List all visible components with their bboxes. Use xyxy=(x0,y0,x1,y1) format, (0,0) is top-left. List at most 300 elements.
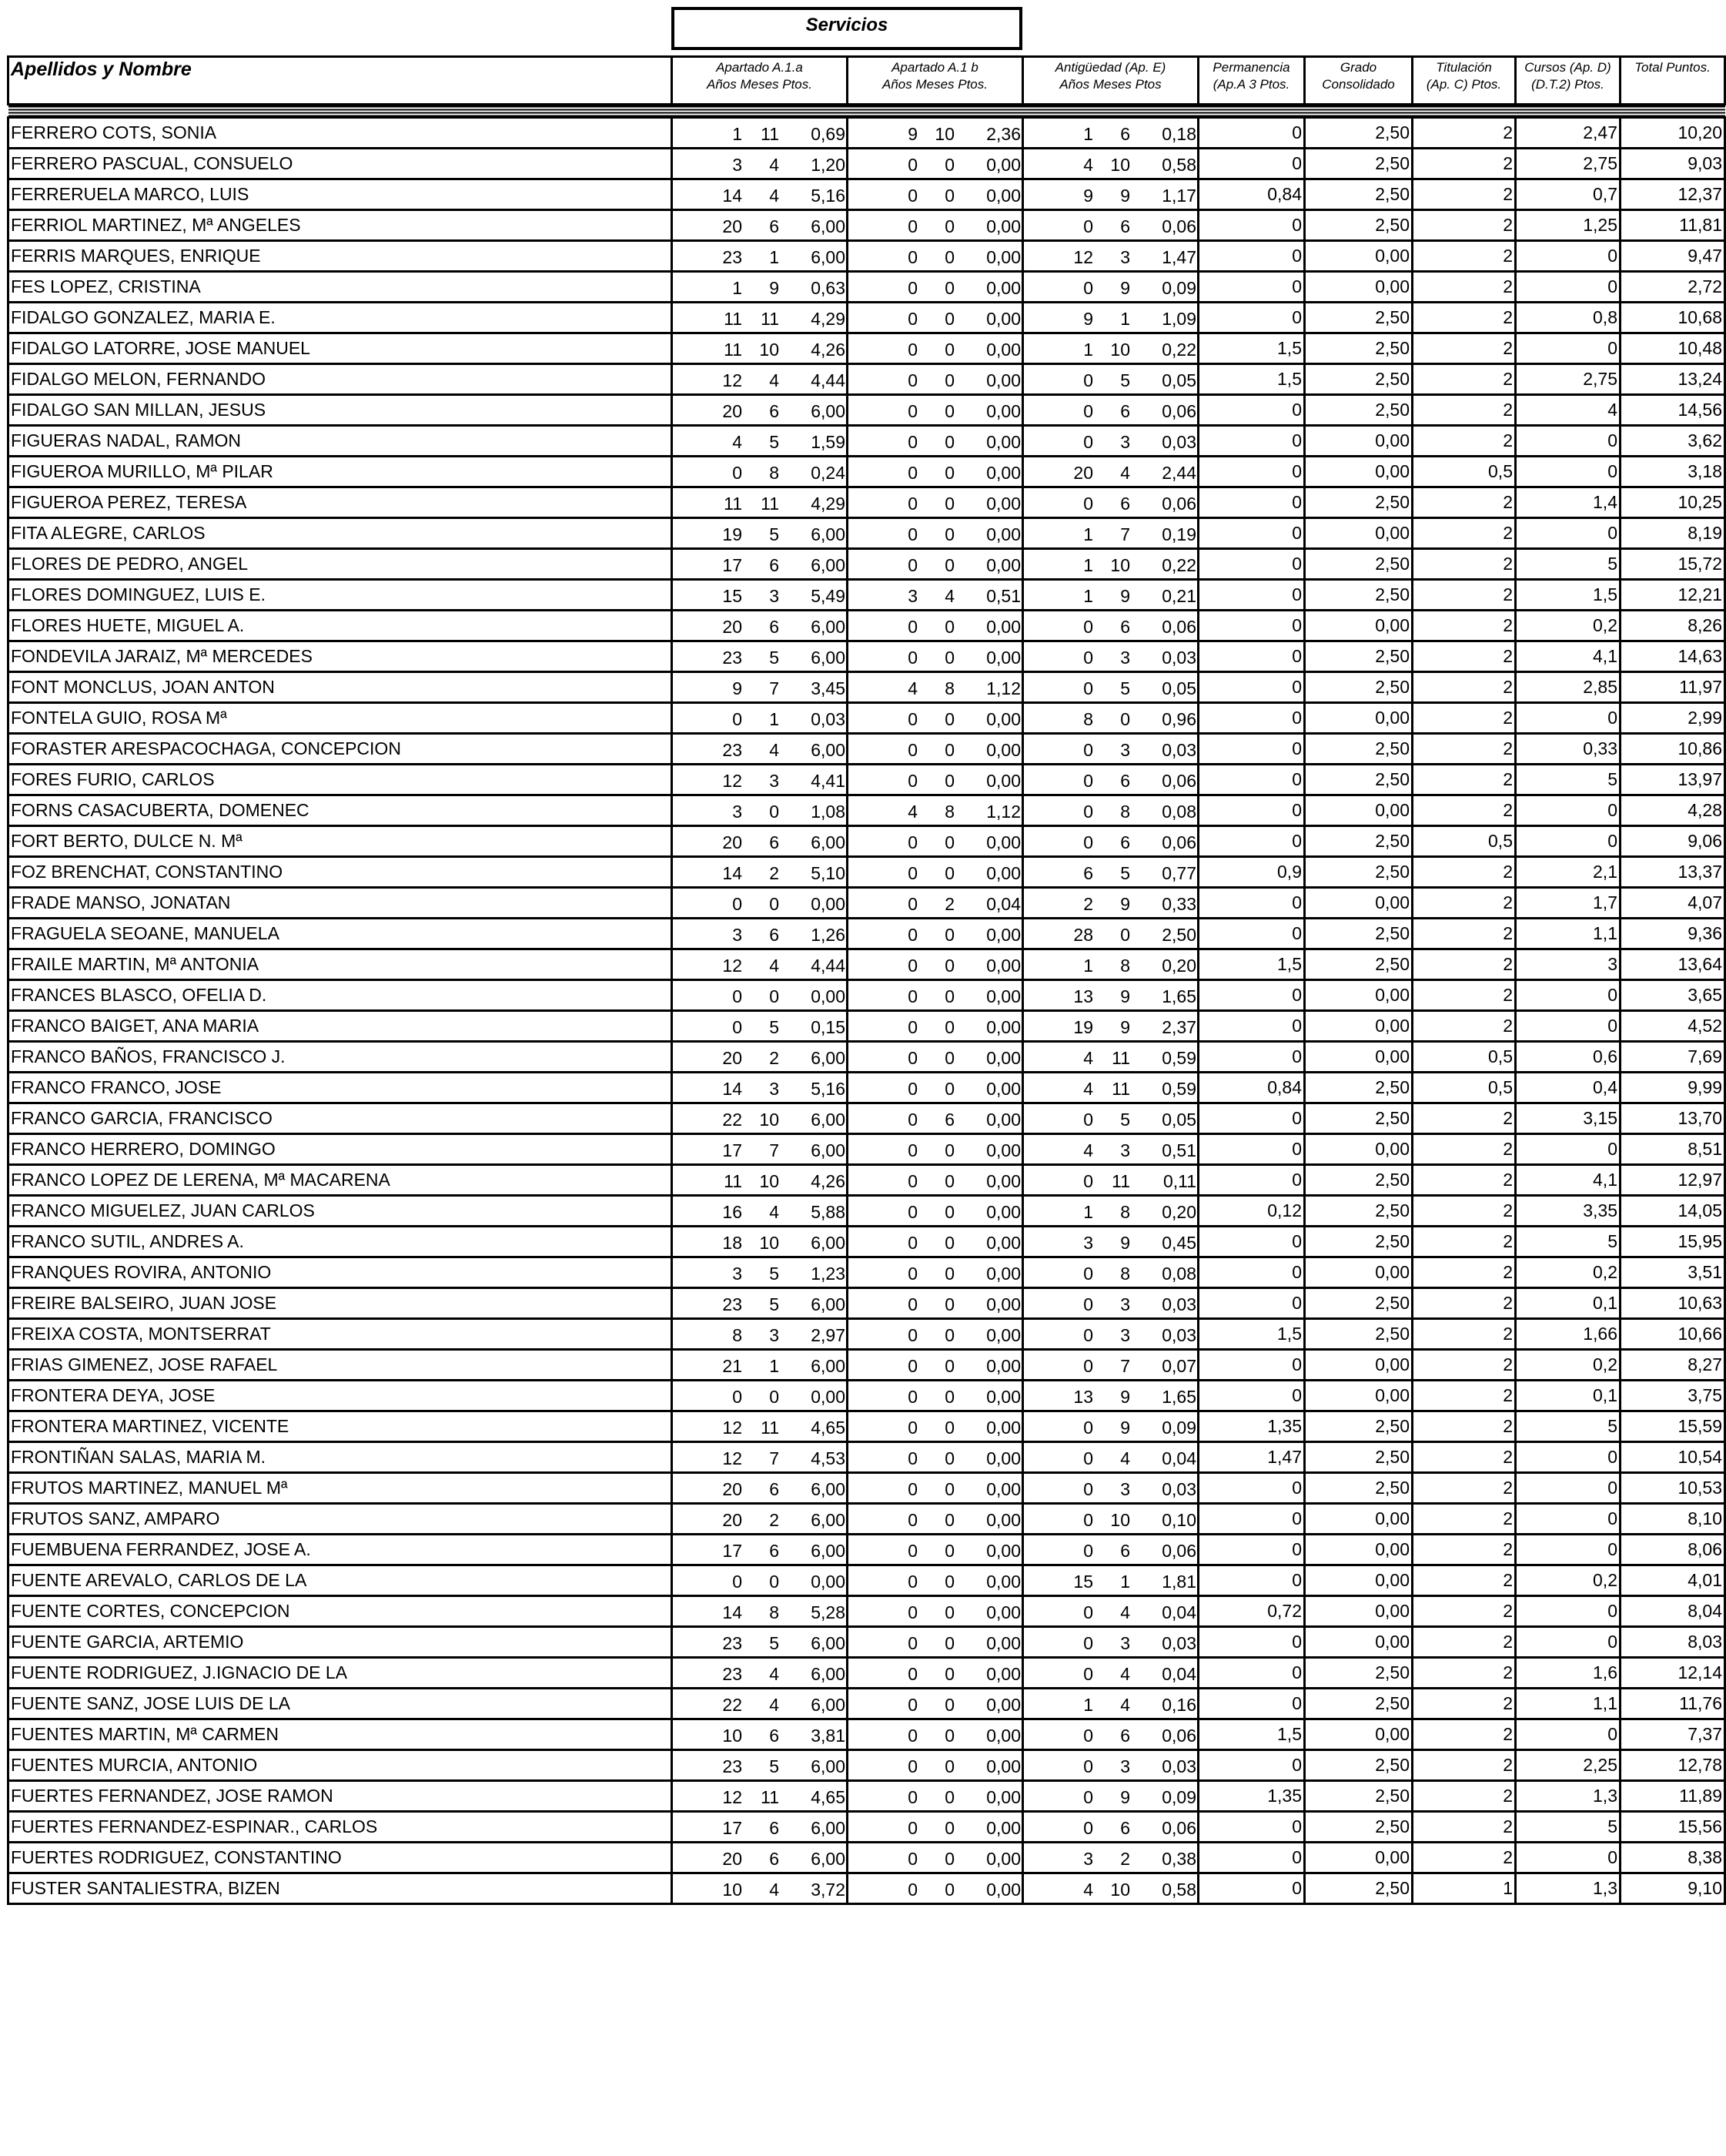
cell-total: 15,72 xyxy=(1621,549,1725,580)
cell-antiguedad-points: 0,08 xyxy=(1162,1264,1196,1284)
cell-a1a-points: 0,24 xyxy=(811,463,845,483)
cell-a1b-points: 0,00 xyxy=(986,216,1021,236)
cell-permanencia: 0,84 xyxy=(1199,179,1305,210)
cell-a1a-years: 23 xyxy=(722,1633,742,1653)
cell-total: 10,48 xyxy=(1621,333,1725,364)
cell-antiguedad-months: 5 xyxy=(1120,678,1130,698)
cell-cursos: 2,75 xyxy=(1516,364,1621,395)
cell-a1a-points: 0,00 xyxy=(811,986,845,1006)
cell-grado: 0,00 xyxy=(1305,241,1413,272)
cell-cursos: 1,3 xyxy=(1516,1873,1621,1904)
table-row xyxy=(8,1565,1725,1596)
cell-permanencia: 0 xyxy=(1199,1658,1305,1689)
cell-antiguedad xyxy=(1023,980,1199,1011)
cell-a1a-points: 6,00 xyxy=(811,617,845,637)
cell-a1b-months: 0 xyxy=(945,278,955,298)
cell-permanencia: 0 xyxy=(1199,1042,1305,1073)
cell-a1a-points: 4,29 xyxy=(811,494,845,514)
cell-total: 8,19 xyxy=(1621,518,1725,549)
cell-antiguedad xyxy=(1023,272,1199,303)
cell-a1b-months: 0 xyxy=(945,1602,955,1622)
cell-antiguedad-points: 0,20 xyxy=(1162,956,1196,976)
cell-a1a-years: 21 xyxy=(722,1356,742,1376)
cell-a1a-points: 5,16 xyxy=(811,1079,845,1099)
cell-grado: 0,00 xyxy=(1305,1042,1413,1073)
cell-name: FRANQUES ROVIRA, ANTONIO xyxy=(8,1257,672,1288)
cell-antiguedad-points: 0,05 xyxy=(1162,678,1196,698)
cell-grado: 0,00 xyxy=(1305,518,1413,549)
cell-cursos: 0,33 xyxy=(1516,734,1621,765)
cell-grado: 0,00 xyxy=(1305,426,1413,457)
cell-antiguedad-months: 11 xyxy=(1112,1079,1130,1099)
cell-cursos: 0 xyxy=(1516,1627,1621,1658)
cell-a1b-years: 9 xyxy=(908,124,918,144)
cell-name: FUENTE RODRIGUEZ, J.IGNACIO DE LA xyxy=(8,1658,672,1689)
cell-a1b-years: 0 xyxy=(908,1202,918,1222)
cell-a1a-months: 6 xyxy=(769,1479,779,1499)
cell-a1a-points: 5,49 xyxy=(811,586,845,606)
cell-a1a-years: 14 xyxy=(722,1079,742,1099)
col-header-a1b xyxy=(848,57,1023,105)
cell-antiguedad-months: 3 xyxy=(1120,1140,1130,1160)
cell-a1a-points: 6,00 xyxy=(811,1756,845,1776)
cell-a1b-points: 0,00 xyxy=(986,1264,1021,1284)
cell-a1b-years: 0 xyxy=(908,1849,918,1869)
cell-a1b-points: 0,00 xyxy=(986,1602,1021,1622)
cell-antiguedad-points: 0,09 xyxy=(1162,1787,1196,1807)
cell-titulacion: 2 xyxy=(1413,518,1516,549)
cell-a1b-years: 0 xyxy=(908,709,918,729)
cell-a1a-points: 5,10 xyxy=(811,863,845,883)
cell-titulacion: 1 xyxy=(1413,1873,1516,1904)
cell-a1b-months: 0 xyxy=(945,1387,955,1407)
cell-permanencia: 0 xyxy=(1199,1812,1305,1843)
cell-cursos: 0 xyxy=(1516,272,1621,303)
cell-a1a-years: 12 xyxy=(722,771,742,791)
cell-a1b-points: 0,00 xyxy=(986,340,1021,360)
cell-a1a xyxy=(672,272,848,303)
cell-a1a-years: 0 xyxy=(732,986,742,1006)
cell-cursos: 2,75 xyxy=(1516,149,1621,179)
cell-name: FRUTOS SANZ, AMPARO xyxy=(8,1504,672,1535)
cell-antiguedad-points: 0,10 xyxy=(1162,1510,1196,1530)
cell-cursos: 0 xyxy=(1516,1011,1621,1042)
cell-a1b-years: 0 xyxy=(908,1048,918,1068)
cell-antiguedad-months: 5 xyxy=(1120,370,1130,390)
cell-a1a-years: 12 xyxy=(722,1448,742,1468)
cell-a1a-months: 7 xyxy=(769,1140,779,1160)
table-row xyxy=(8,1411,1725,1442)
cell-total: 3,18 xyxy=(1621,457,1725,487)
cell-antiguedad-months: 4 xyxy=(1120,1664,1130,1684)
cell-a1b xyxy=(848,795,1023,826)
cell-a1a-points: 0,15 xyxy=(811,1017,845,1037)
cell-grado: 0,00 xyxy=(1305,1134,1413,1165)
table-row xyxy=(8,919,1725,949)
cell-antiguedad xyxy=(1023,672,1199,703)
cell-antiguedad-points: 1,47 xyxy=(1162,247,1196,267)
cell-antiguedad xyxy=(1023,1411,1199,1442)
cell-a1b-years: 0 xyxy=(908,1264,918,1284)
cell-a1a-months: 11 xyxy=(761,309,779,329)
cell-antiguedad-months: 10 xyxy=(1110,155,1130,175)
cell-a1b-months: 0 xyxy=(945,1756,955,1776)
cell-a1a-points: 6,00 xyxy=(811,1818,845,1838)
cell-a1a xyxy=(672,457,848,487)
cell-name: FRANCES BLASCO, OFELIA D. xyxy=(8,980,672,1011)
cell-a1b-points: 0,00 xyxy=(986,155,1021,175)
cell-total: 10,25 xyxy=(1621,487,1725,518)
cell-cursos: 0 xyxy=(1516,333,1621,364)
cell-name: FRANCO FRANCO, JOSE xyxy=(8,1073,672,1103)
cell-a1a xyxy=(672,734,848,765)
table-row xyxy=(8,1627,1725,1658)
cell-antiguedad-points: 0,03 xyxy=(1162,1294,1196,1314)
cell-a1b-points: 0,00 xyxy=(986,432,1021,452)
cell-titulacion: 2 xyxy=(1413,333,1516,364)
cell-a1a-months: 5 xyxy=(769,1017,779,1037)
cell-a1a xyxy=(672,1781,848,1812)
cell-total: 9,10 xyxy=(1621,1873,1725,1904)
cell-antiguedad xyxy=(1023,1565,1199,1596)
cell-name: FUENTES MURCIA, ANTONIO xyxy=(8,1750,672,1781)
cell-antiguedad-points: 1,65 xyxy=(1162,986,1196,1006)
cell-antiguedad xyxy=(1023,1504,1199,1535)
cell-a1a-years: 12 xyxy=(722,956,742,976)
cell-a1b-months: 0 xyxy=(945,1171,955,1191)
cell-antiguedad-years: 1 xyxy=(1083,524,1093,544)
cell-name: FRANCO MIGUELEZ, JUAN CARLOS xyxy=(8,1196,672,1227)
col-header-permanencia-line1: Permanencia xyxy=(1213,60,1290,75)
cell-a1b xyxy=(848,611,1023,641)
cell-a1a-years: 10 xyxy=(722,1726,742,1746)
cell-a1a-months: 2 xyxy=(769,1510,779,1530)
cell-cursos: 0 xyxy=(1516,426,1621,457)
cell-antiguedad xyxy=(1023,1134,1199,1165)
cell-antiguedad-months: 10 xyxy=(1110,555,1130,575)
cell-antiguedad-months: 7 xyxy=(1120,524,1130,544)
cell-a1a-points: 6,00 xyxy=(811,1294,845,1314)
cell-a1b xyxy=(848,549,1023,580)
cell-a1b xyxy=(848,1473,1023,1504)
cell-antiguedad-years: 4 xyxy=(1083,1048,1093,1068)
cell-titulacion: 2 xyxy=(1413,1565,1516,1596)
cell-a1b-points: 0,00 xyxy=(986,863,1021,883)
cell-antiguedad-points: 0,06 xyxy=(1162,1818,1196,1838)
table-row xyxy=(8,1196,1725,1227)
cell-a1a-years: 20 xyxy=(722,617,742,637)
cell-a1a-years: 22 xyxy=(722,1695,742,1715)
cell-a1b-years: 0 xyxy=(908,1880,918,1900)
cell-antiguedad-months: 9 xyxy=(1120,1387,1130,1407)
cell-a1a xyxy=(672,765,848,795)
cell-a1b xyxy=(848,1719,1023,1750)
cell-permanencia: 0 xyxy=(1199,1504,1305,1535)
cell-name: FES LOPEZ, CRISTINA xyxy=(8,272,672,303)
cell-a1a-months: 4 xyxy=(769,1695,779,1715)
cell-a1a-years: 16 xyxy=(722,1202,742,1222)
cell-antiguedad-years: 0 xyxy=(1083,1110,1093,1130)
cell-total: 8,10 xyxy=(1621,1504,1725,1535)
cell-permanencia: 1,35 xyxy=(1199,1781,1305,1812)
cell-a1a xyxy=(672,1257,848,1288)
cell-antiguedad-points: 0,59 xyxy=(1162,1048,1196,1068)
cell-antiguedad-months: 0 xyxy=(1120,925,1130,945)
cell-antiguedad-months: 5 xyxy=(1120,863,1130,883)
cell-a1b-points: 0,00 xyxy=(986,956,1021,976)
cell-cursos: 1,4 xyxy=(1516,487,1621,518)
cell-permanencia: 0 xyxy=(1199,795,1305,826)
cell-a1b-points: 0,00 xyxy=(986,1356,1021,1376)
cell-a1b-months: 0 xyxy=(945,740,955,760)
cell-a1a xyxy=(672,1565,848,1596)
cell-antiguedad-years: 0 xyxy=(1083,648,1093,668)
cell-name: FRANCO SUTIL, ANDRES A. xyxy=(8,1227,672,1257)
cell-antiguedad-points: 0,06 xyxy=(1162,771,1196,791)
cell-antiguedad-points: 0,03 xyxy=(1162,1479,1196,1499)
cell-antiguedad-years: 4 xyxy=(1083,1140,1093,1160)
cell-antiguedad-months: 3 xyxy=(1120,648,1130,668)
cell-a1b-points: 0,00 xyxy=(986,1110,1021,1130)
cell-a1a-points: 6,00 xyxy=(811,1356,845,1376)
cell-total: 3,65 xyxy=(1621,980,1725,1011)
cell-a1a xyxy=(672,241,848,272)
cell-a1a-years: 11 xyxy=(724,340,742,360)
cell-titulacion: 2 xyxy=(1413,765,1516,795)
cell-antiguedad-months: 7 xyxy=(1120,1356,1130,1376)
table-row xyxy=(8,734,1725,765)
scores-table xyxy=(7,55,1726,1905)
cell-a1a-months: 4 xyxy=(769,1880,779,1900)
cell-total: 4,07 xyxy=(1621,888,1725,919)
cell-titulacion: 2 xyxy=(1413,888,1516,919)
cell-a1b-points: 0,00 xyxy=(986,247,1021,267)
cell-grado: 0,00 xyxy=(1305,1596,1413,1627)
cell-grado: 2,50 xyxy=(1305,1689,1413,1719)
cell-a1a-points: 6,00 xyxy=(811,1510,845,1530)
cell-antiguedad-points: 0,03 xyxy=(1162,648,1196,668)
cell-titulacion: 2 xyxy=(1413,549,1516,580)
cell-a1a-months: 6 xyxy=(769,216,779,236)
cell-a1b-years: 0 xyxy=(908,1448,918,1468)
cell-a1a-months: 3 xyxy=(769,1079,779,1099)
cell-a1a-points: 4,65 xyxy=(811,1787,845,1807)
cell-a1b-years: 0 xyxy=(908,1418,918,1438)
cell-a1b-years: 0 xyxy=(908,494,918,514)
cell-antiguedad-years: 1 xyxy=(1083,124,1093,144)
cell-a1a xyxy=(672,1442,848,1473)
cell-a1b-months: 0 xyxy=(945,524,955,544)
cell-a1b-points: 0,00 xyxy=(986,1140,1021,1160)
cell-a1a-points: 6,00 xyxy=(811,1695,845,1715)
cell-a1b-years: 0 xyxy=(908,1602,918,1622)
cell-grado: 2,50 xyxy=(1305,179,1413,210)
cell-antiguedad-points: 0,19 xyxy=(1162,524,1196,544)
cell-name: FIGUERAS NADAL, RAMON xyxy=(8,426,672,457)
cell-a1a-years: 0 xyxy=(732,709,742,729)
cell-titulacion: 0,5 xyxy=(1413,826,1516,857)
cell-a1a xyxy=(672,611,848,641)
cell-a1b-points: 0,00 xyxy=(986,1787,1021,1807)
cell-antiguedad-years: 0 xyxy=(1083,370,1093,390)
cell-a1a-months: 10 xyxy=(759,340,779,360)
cell-a1b-points: 0,00 xyxy=(986,1202,1021,1222)
cell-antiguedad-months: 6 xyxy=(1120,1726,1130,1746)
cell-a1b-years: 0 xyxy=(908,1171,918,1191)
cell-a1a xyxy=(672,1750,848,1781)
cell-a1b-years: 0 xyxy=(908,340,918,360)
cell-grado: 0,00 xyxy=(1305,1843,1413,1873)
cell-a1b xyxy=(848,1812,1023,1843)
cell-a1b-years: 0 xyxy=(908,1572,918,1592)
cell-antiguedad xyxy=(1023,1689,1199,1719)
cell-a1a-years: 23 xyxy=(722,1756,742,1776)
cell-a1a-months: 4 xyxy=(769,956,779,976)
cell-permanencia: 1,5 xyxy=(1199,1719,1305,1750)
cell-antiguedad-months: 6 xyxy=(1120,771,1130,791)
cell-cursos: 1,7 xyxy=(1516,888,1621,919)
cell-a1b-months: 0 xyxy=(945,432,955,452)
cell-cursos: 0,4 xyxy=(1516,1073,1621,1103)
cell-name: FRAGUELA SEOANE, MANUELA xyxy=(8,919,672,949)
cell-a1a-years: 0 xyxy=(732,894,742,914)
cell-antiguedad-months: 4 xyxy=(1120,1602,1130,1622)
cell-total: 2,72 xyxy=(1621,272,1725,303)
cell-a1a-years: 23 xyxy=(722,247,742,267)
cell-grado: 0,00 xyxy=(1305,1565,1413,1596)
cell-antiguedad-months: 3 xyxy=(1120,1756,1130,1776)
table-row xyxy=(8,1442,1725,1473)
cell-a1a-points: 6,00 xyxy=(811,1849,845,1869)
cell-a1b-points: 0,00 xyxy=(986,1171,1021,1191)
cell-antiguedad xyxy=(1023,919,1199,949)
cell-name: FRADE MANSO, JONATAN xyxy=(8,888,672,919)
cell-titulacion: 2 xyxy=(1413,1411,1516,1442)
cell-cursos: 1,3 xyxy=(1516,1781,1621,1812)
cell-a1a-months: 6 xyxy=(769,832,779,852)
cell-a1b-points: 0,00 xyxy=(986,1079,1021,1099)
cell-a1a-years: 23 xyxy=(722,1294,742,1314)
cell-antiguedad xyxy=(1023,1381,1199,1411)
cell-a1a-months: 2 xyxy=(769,863,779,883)
cell-grado: 2,50 xyxy=(1305,1288,1413,1319)
cell-titulacion: 2 xyxy=(1413,1103,1516,1134)
cell-a1a xyxy=(672,1196,848,1227)
cell-a1a xyxy=(672,395,848,426)
cell-antiguedad-years: 0 xyxy=(1083,1325,1093,1345)
cell-antiguedad-years: 0 xyxy=(1083,1294,1093,1314)
cell-a1b-points: 0,00 xyxy=(986,1695,1021,1715)
cell-titulacion: 2 xyxy=(1413,118,1516,149)
cell-name: FITA ALEGRE, CARLOS xyxy=(8,518,672,549)
cell-total: 10,63 xyxy=(1621,1288,1725,1319)
cell-a1a xyxy=(672,1134,848,1165)
cell-a1a-points: 6,00 xyxy=(811,216,845,236)
cell-a1a-months: 10 xyxy=(759,1233,779,1253)
cell-a1b-months: 0 xyxy=(945,1448,955,1468)
cell-grado: 2,50 xyxy=(1305,1750,1413,1781)
col-header-titulacion xyxy=(1413,57,1516,105)
col-header-titulacion-line2: (Ap. C) Ptos. xyxy=(1426,77,1502,92)
cell-antiguedad xyxy=(1023,1873,1199,1904)
table-row xyxy=(8,1596,1725,1627)
cell-a1b xyxy=(848,272,1023,303)
cell-a1a-years: 20 xyxy=(722,1479,742,1499)
cell-a1b xyxy=(848,672,1023,703)
cell-a1b-points: 0,00 xyxy=(986,1479,1021,1499)
cell-a1a-years: 3 xyxy=(732,925,742,945)
cell-a1a-months: 5 xyxy=(769,1294,779,1314)
cell-name: FUERTES FERNANDEZ, JOSE RAMON xyxy=(8,1781,672,1812)
cell-a1b xyxy=(848,1535,1023,1565)
cell-a1a-years: 1 xyxy=(732,124,742,144)
cell-antiguedad-months: 3 xyxy=(1120,1479,1130,1499)
cell-permanencia: 0,72 xyxy=(1199,1596,1305,1627)
cell-antiguedad-years: 2 xyxy=(1083,894,1093,914)
cell-permanencia: 0 xyxy=(1199,303,1305,333)
cell-a1b xyxy=(848,179,1023,210)
cell-antiguedad-years: 0 xyxy=(1083,401,1093,421)
cell-antiguedad-months: 6 xyxy=(1120,1541,1130,1561)
table-row xyxy=(8,210,1725,241)
cell-grado: 0,00 xyxy=(1305,457,1413,487)
cell-antiguedad-points: 1,17 xyxy=(1162,186,1196,206)
cell-permanencia: 0,9 xyxy=(1199,857,1305,888)
cell-titulacion: 2 xyxy=(1413,703,1516,734)
cell-a1a-months: 0 xyxy=(769,986,779,1006)
cell-antiguedad-months: 8 xyxy=(1120,956,1130,976)
cell-a1b-years: 0 xyxy=(908,555,918,575)
cell-a1a-years: 15 xyxy=(722,586,742,606)
cell-cursos: 0 xyxy=(1516,980,1621,1011)
cell-a1b xyxy=(848,919,1023,949)
cell-antiguedad-months: 9 xyxy=(1120,1017,1130,1037)
cell-total: 13,24 xyxy=(1621,364,1725,395)
cell-a1a xyxy=(672,179,848,210)
cell-a1a xyxy=(672,672,848,703)
cell-titulacion: 2 xyxy=(1413,395,1516,426)
cell-total: 8,51 xyxy=(1621,1134,1725,1165)
col-header-a1a-line2: Años Meses Ptos. xyxy=(706,77,812,92)
cell-total: 13,97 xyxy=(1621,765,1725,795)
cell-a1b-years: 0 xyxy=(908,1664,918,1684)
cell-a1b-months: 0 xyxy=(945,925,955,945)
cell-a1a-years: 12 xyxy=(722,1418,742,1438)
cell-a1a-points: 6,00 xyxy=(811,247,845,267)
cell-cursos: 2,25 xyxy=(1516,1750,1621,1781)
table-row xyxy=(8,1658,1725,1689)
cell-a1b-months: 0 xyxy=(945,771,955,791)
cell-a1a xyxy=(672,888,848,919)
cell-a1b-points: 0,00 xyxy=(986,1233,1021,1253)
cell-a1b-months: 0 xyxy=(945,1325,955,1345)
cell-a1b-months: 0 xyxy=(945,309,955,329)
cell-a1a-years: 20 xyxy=(722,832,742,852)
cell-a1b-points: 0,00 xyxy=(986,1756,1021,1776)
cell-antiguedad xyxy=(1023,241,1199,272)
table-row xyxy=(8,549,1725,580)
cell-cursos: 0 xyxy=(1516,1596,1621,1627)
cell-name: FRANCO BAIGET, ANA MARIA xyxy=(8,1011,672,1042)
cell-a1a xyxy=(672,1473,848,1504)
cell-a1b xyxy=(848,888,1023,919)
cell-antiguedad-months: 1 xyxy=(1120,309,1130,329)
cell-a1a-points: 6,00 xyxy=(811,401,845,421)
cell-a1a-months: 2 xyxy=(769,1048,779,1068)
cell-name: FLORES HUETE, MIGUEL A. xyxy=(8,611,672,641)
cell-cursos: 0,2 xyxy=(1516,1565,1621,1596)
cell-total: 10,53 xyxy=(1621,1473,1725,1504)
